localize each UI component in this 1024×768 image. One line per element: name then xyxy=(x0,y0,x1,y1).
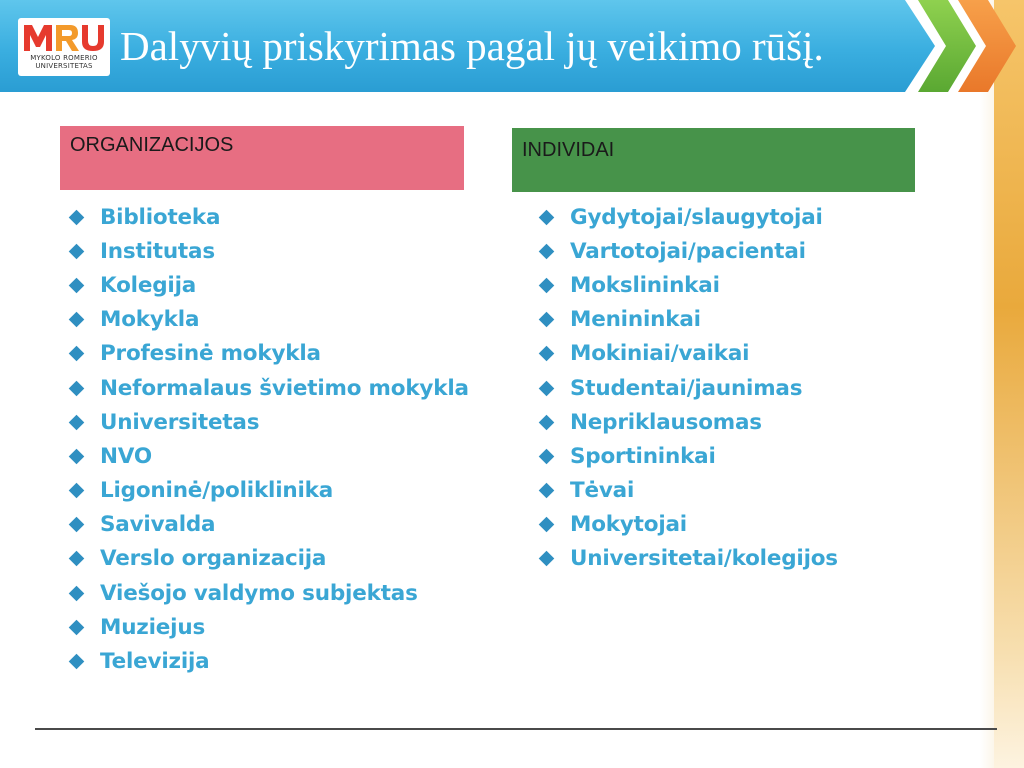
diamond-bullet-icon xyxy=(539,449,555,465)
list-item-label: Tėvai xyxy=(570,478,635,504)
list-item xyxy=(536,303,838,337)
list-item-label: Verslo organizacija xyxy=(100,546,327,572)
diamond-bullet-icon xyxy=(69,209,85,225)
list-item xyxy=(66,439,469,473)
individuals-list xyxy=(536,200,838,576)
list-item-label: Muziejus xyxy=(100,614,206,640)
logo-text-line1: MYKOLO ROMERIO xyxy=(30,54,98,62)
list-item xyxy=(536,405,838,439)
list-item-label: Universitetas xyxy=(100,409,260,435)
list-item-label: Mokiniai/vaikai xyxy=(570,341,750,367)
diamond-bullet-icon xyxy=(539,483,555,499)
diamond-bullet-icon xyxy=(539,380,555,396)
diamond-bullet-icon xyxy=(539,312,555,328)
list-item xyxy=(66,644,469,678)
diamond-bullet-icon xyxy=(69,654,85,670)
list-item xyxy=(66,337,469,371)
diamond-bullet-icon xyxy=(69,278,85,294)
logo-text-line2: UNIVERSITETAS xyxy=(35,62,93,70)
diamond-bullet-icon xyxy=(69,312,85,328)
diamond-bullet-icon xyxy=(539,346,555,362)
list-item-label: Neformalaus švietimo mokykla xyxy=(100,375,469,401)
university-logo xyxy=(18,18,110,76)
list-item xyxy=(536,234,838,268)
mru-logo-icon xyxy=(22,21,106,53)
list-item-label: Gydytojai/slaugytojai xyxy=(570,204,823,230)
list-item xyxy=(536,337,838,371)
list-item-label: Profesinė mokykla xyxy=(100,341,321,367)
list-item-label: Menininkai xyxy=(570,307,701,333)
diamond-bullet-icon xyxy=(69,585,85,601)
diamond-bullet-icon xyxy=(69,620,85,636)
list-item-label: NVO xyxy=(100,443,152,469)
diamond-bullet-icon xyxy=(539,551,555,567)
list-item xyxy=(66,610,469,644)
list-item-label: Savivalda xyxy=(100,512,216,538)
list-item xyxy=(66,508,469,542)
footer-divider xyxy=(35,728,997,730)
list-item xyxy=(66,405,469,439)
organizations-list xyxy=(66,200,469,679)
organizations-header: ORGANIZACIJOS xyxy=(60,126,464,190)
list-item xyxy=(66,474,469,508)
list-item-label: Televizija xyxy=(100,649,210,675)
list-item-label: Institutas xyxy=(100,238,215,264)
list-item-label: Viešojo valdymo subjektas xyxy=(100,580,418,606)
list-item xyxy=(66,268,469,302)
list-item-label: Kolegija xyxy=(100,272,197,298)
side-strip-highlight xyxy=(980,0,994,768)
diamond-bullet-icon xyxy=(69,414,85,430)
diamond-bullet-icon xyxy=(69,380,85,396)
diamond-bullet-icon xyxy=(69,483,85,499)
decorative-side-strip xyxy=(994,0,1024,768)
individuals-header: INDIVIDAI xyxy=(512,128,915,192)
list-item-label: Biblioteka xyxy=(100,204,221,230)
diamond-bullet-icon xyxy=(539,517,555,533)
diamond-bullet-icon xyxy=(539,244,555,260)
list-item-label: Mokykla xyxy=(100,307,200,333)
list-item xyxy=(536,268,838,302)
list-item-label: Sportininkai xyxy=(570,443,716,469)
diamond-bullet-icon xyxy=(69,517,85,533)
list-item xyxy=(536,508,838,542)
list-item-label: Ligoninė/poliklinika xyxy=(100,478,334,504)
list-item xyxy=(536,542,838,576)
list-item xyxy=(536,439,838,473)
list-item-label: Nepriklausomas xyxy=(570,409,762,435)
diamond-bullet-icon xyxy=(539,414,555,430)
list-item-label: Vartotojai/pacientai xyxy=(570,238,806,264)
diamond-bullet-icon xyxy=(69,346,85,362)
list-item xyxy=(66,234,469,268)
list-item xyxy=(66,303,469,337)
list-item-label: Universitetai/kolegijos xyxy=(570,546,838,572)
list-item xyxy=(66,371,469,405)
diamond-bullet-icon xyxy=(539,209,555,225)
list-item xyxy=(66,542,469,576)
list-item xyxy=(66,576,469,610)
list-item xyxy=(536,474,838,508)
list-item xyxy=(536,200,838,234)
logo-text xyxy=(21,54,107,70)
diamond-bullet-icon xyxy=(69,449,85,465)
list-item-label: Mokslininkai xyxy=(570,272,720,298)
list-item xyxy=(536,371,838,405)
list-item-label: Studentai/jaunimas xyxy=(570,375,803,401)
list-item xyxy=(66,200,469,234)
slide-title: Dalyvių priskyrimas pagal jų veikimo rūšį. xyxy=(120,23,824,69)
diamond-bullet-icon xyxy=(69,551,85,567)
list-item-label: Mokytojai xyxy=(570,512,687,538)
diamond-bullet-icon xyxy=(539,278,555,294)
diamond-bullet-icon xyxy=(69,244,85,260)
